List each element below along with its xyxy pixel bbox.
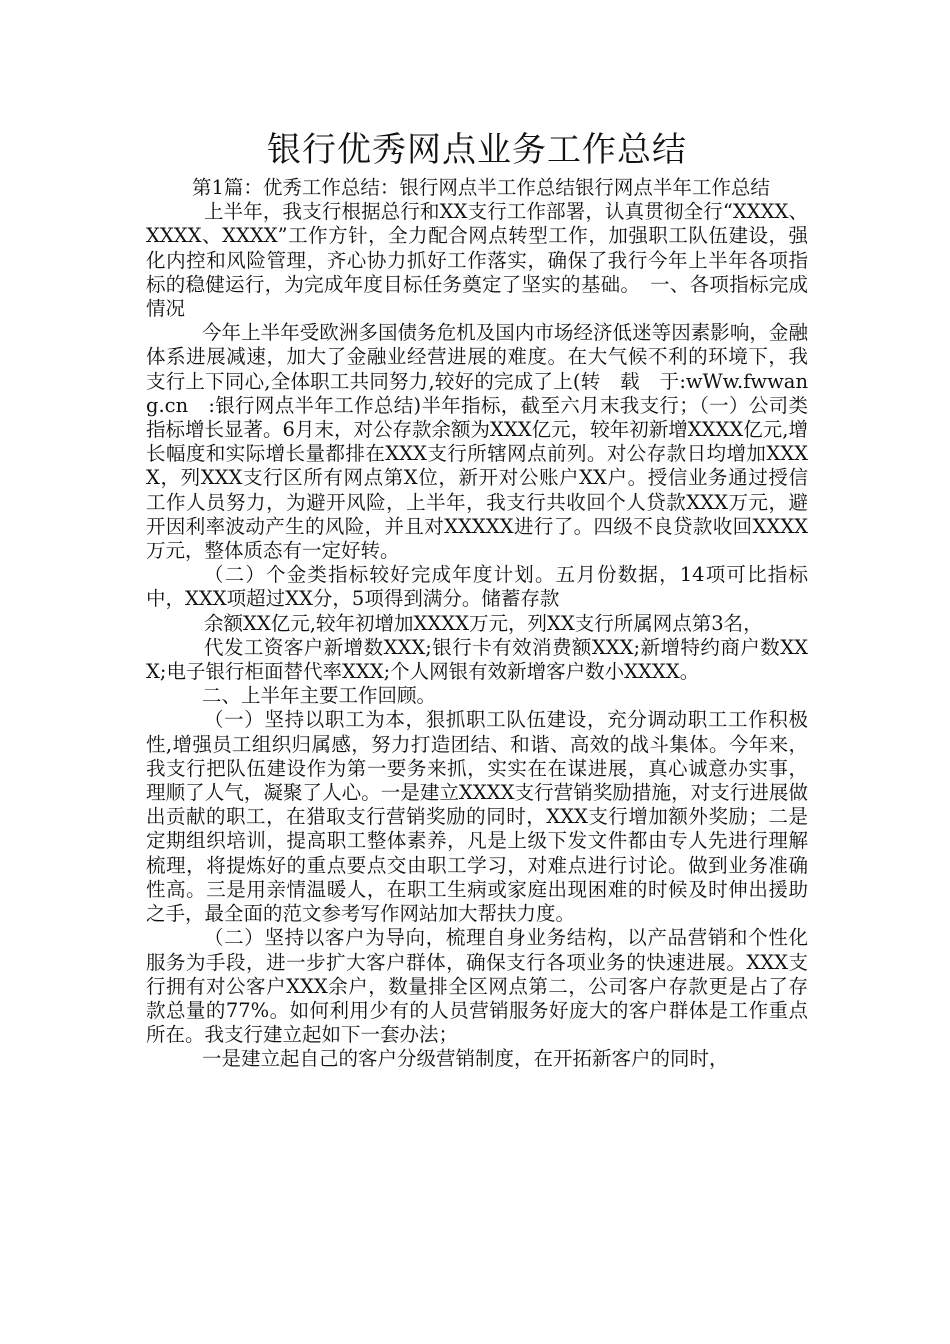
document-title: 银行优秀网点业务工作总结 xyxy=(267,130,687,170)
paragraph-intro: 上半年，我支行根据总行和XX支行工作部署，认真贯彻全行“XXXX、XXXX、XXXX”工作方针，全力配合网点转型工作，加强职工队伍建设，强化内控和风险管理，齐心协力抓好工作落实，确保了我行今年上半年各项指标的稳健运行，为完成年度目标任务奠定了坚实的基础。 一、各项指标完成情况 xyxy=(146,200,808,321)
paragraph-payroll-clients: 代发工资客户新增数XXX;银行卡有效消费额XXX;新增特约商户数XXX;电子银行柜面替代率XXX;个人网银有效新增客户数小XXXX。 xyxy=(146,635,808,684)
paragraph-retail-indicators: （二）个金类指标较好完成年度计划。五月份数据，14项可比指标中，XXX项超过XX分，5项得到满分。储蓄存款 xyxy=(146,563,808,611)
paragraph-staff-building: （一）坚持以职工为本，狠抓职工队伍建设，充分调动职工工作积极性,增强员工组织归属感，努力打造团结、和谐、高效的战斗集体。今年来，我支行把队伍建设作为第一要务来抓，实实在在谋进展，真心诚意办实事，理顺了人气，凝聚了人心。一是建立XXXX支行营销奖励措施，对支行进展做出贡献的职工，在猎取支行营销奖励的同时，XXX支行增加额外奖励；二是定期组织培训，提高职工整体素养，凡是上级下发文件都由专人先进行理解梳理，将提炼好的重点要点交由职工学习，对难点进行讨论。做到业务准确性高。三是用亲情温暖人，在职工生病或家庭出现困难的时候及时伸出援助之手，最全面的范文参考写作网站加大帮扶力度。 xyxy=(146,708,808,926)
paragraph-indicators: 今年上半年受欧洲多国债务危机及国内市场经济低迷等因素影响，金融体系进展减速，加大了金融业经营进展的难度。在大气候不利的环境下，我支行上下同心,全体职工共同努力,较好的完成了上(转 载 于:wWw.fwwang.cn :银行网点半年工作总结)半年指标，截至六月末我支行；（一）公司类指标增长显著。6月末，对公存款余额为XXX亿元，较年初新增XXXX亿元,增长幅度和实际增长量都排在XXX支行所辖网点前列。对公存款日均增加XXXX，列XXX支行区所有网点第X位，新开对公账户XX户。授信业务通过授信工作人员努力，为避开风险，上半年，我支行共收回个人贷款XXX万元，避开因利率波动产生的风险，并且对XXXXX进行了。四级不良贷款收回XXXX万元，整体质态有一定好转。 xyxy=(146,321,808,563)
section-heading-review: 二、上半年主要工作回顾。 xyxy=(202,684,437,708)
document-page xyxy=(146,128,808,1072)
paragraph-customer-oriented: （二）坚持以客户为导向，梳理自身业务结构，以产品营销和个性化服务为手段，进一步扩大客户群体，确保支行各项业务的快速进展。XXX支行拥有对公客户XXX余户，数量排全区网点第二，公司客户存款更是占了存款总量的77%。如何利用少有的人员营销服务好庞大的客户群体是工作重点所在。我支行建立起如下一套办法； xyxy=(146,926,808,1047)
paragraph-customer-grading: 一是建立起自己的客户分级营销制度，在开拓新客户的同时， xyxy=(202,1047,729,1071)
paragraph-article-heading: 第1篇：优秀工作总结：银行网点半工作总结银行网点半年工作总结 xyxy=(192,176,770,199)
paragraph-savings-balance: 余额XX亿元,较年初增加XXXX万元，列XX支行所属网点第3名， xyxy=(204,611,763,635)
